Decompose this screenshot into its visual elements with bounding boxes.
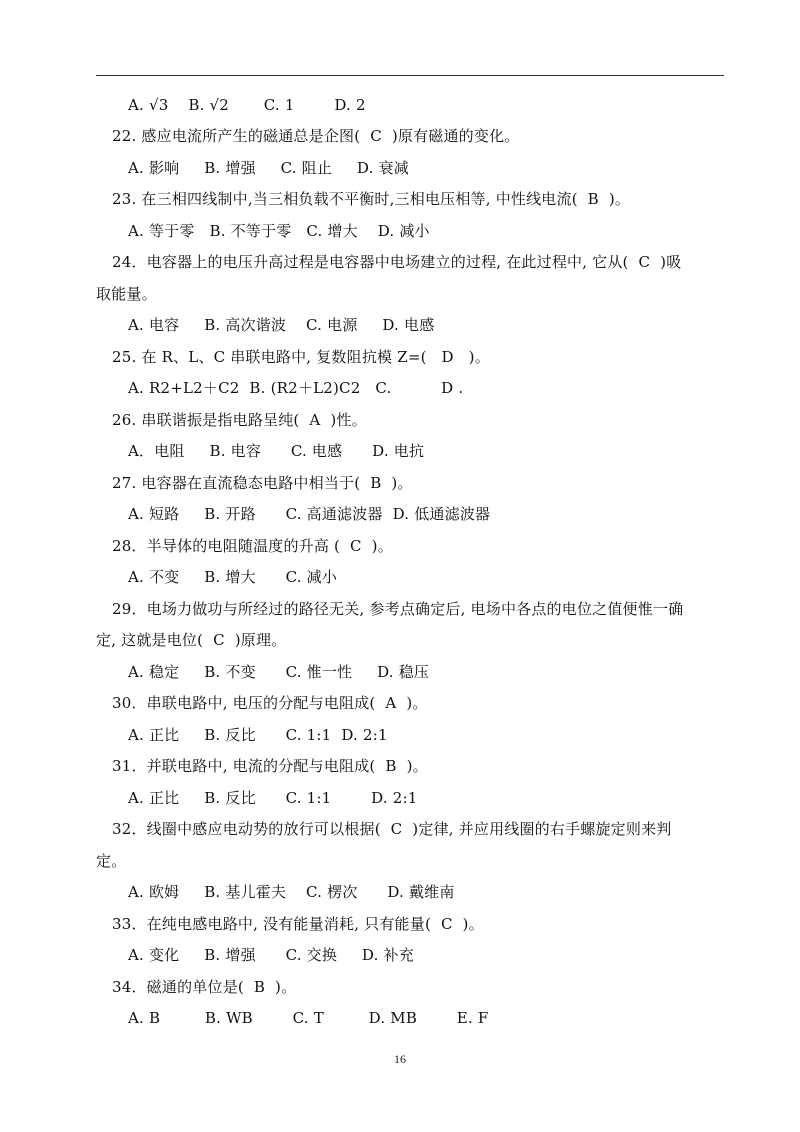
options-line: A. 变化 B. 增强 C. 交换 D. 补充 [128,946,414,964]
question-line: 30．串联电路中, 电压的分配与电阻成( A )。 [112,694,428,712]
header-rule [96,75,724,76]
options-line: A. 电容 B. 高次谐波 C. 电源 D. 电感 [128,316,435,334]
question-line: 32．线圈中感应电动势的放行可以根据( C )定律, 并应用线圈的右手螺旋定则来判 [112,820,672,838]
question-line: 29．电场力做功与所经过的路径无关, 参考点确定后, 电场中各点的电位之值便惟一确 [112,600,684,618]
question-line: 23. 在三相四线制中,当三相负载不平衡时,三相电压相等, 中性线电流( B )。 [112,190,631,208]
options-line: A. √3 B. √2 C. 1 D. 2 [128,96,366,114]
question-line: 25. 在 R、L、C 串联电路中, 复数阻抗模 Z=( D )。 [112,348,490,366]
question-line: 33．在纯电感电路中, 没有能量消耗, 只有能量( C )。 [112,915,484,933]
question-line: 34．磁通的单位是( B )。 [112,978,297,996]
options-line: A. 稳定 B. 不变 C. 惟一性 D. 稳压 [128,663,430,681]
options-line: A. 正比 B. 反比 C. 1:1 D. 2:1 [128,789,418,807]
question-line: 31．并联电路中, 电流的分配与电阻成( B )。 [112,757,428,775]
options-line: A. 短路 B. 开路 C. 高通滤波器 D. 低通滤波器 [128,505,491,523]
question-line-continued: 定, 这就是电位( C )原理。 [96,631,287,649]
options-line: A．电阻 B. 电容 C. 电感 D. 电抗 [128,442,425,460]
options-line: A. 等于零 B. 不等于零 C. 增大 D. 减小 [128,222,430,240]
question-line: 27. 电容器在直流稳态电路中相当于( B )。 [112,474,413,492]
options-line: A. R2+L2＋C2 B. (R2＋L2)C2 C. D . [128,379,464,397]
options-line: A. B B. WB C. T D. MB E. F [128,1009,489,1027]
options-line: A. 欧姆 B. 基儿霍夫 C. 楞次 D. 戴维南 [128,883,455,901]
question-line: 26. 串联谐振是指电路呈纯( A )性。 [112,411,367,429]
question-line-continued: 取能量。 [96,285,157,303]
options-line: A. 正比 B. 反比 C. 1:1 D. 2:1 [128,726,388,744]
question-line: 22. 感应电流所产生的磁通总是企图( C )原有磁通的变化。 [112,127,520,145]
options-line: A. 影响 B. 增强 C. 阻止 D. 衰减 [128,159,409,177]
question-line: 24．电容器上的电压升高过程是电容器中电场建立的过程, 在此过程中, 它从( C )吸 [112,253,682,271]
question-line: 28．半导体的电阻随温度的升高 ( C )。 [112,537,393,555]
options-line: A. 不变 B. 增大 C. 减小 [128,568,338,586]
question-line-continued: 定。 [96,852,127,870]
page-number: 16 [394,1052,406,1066]
